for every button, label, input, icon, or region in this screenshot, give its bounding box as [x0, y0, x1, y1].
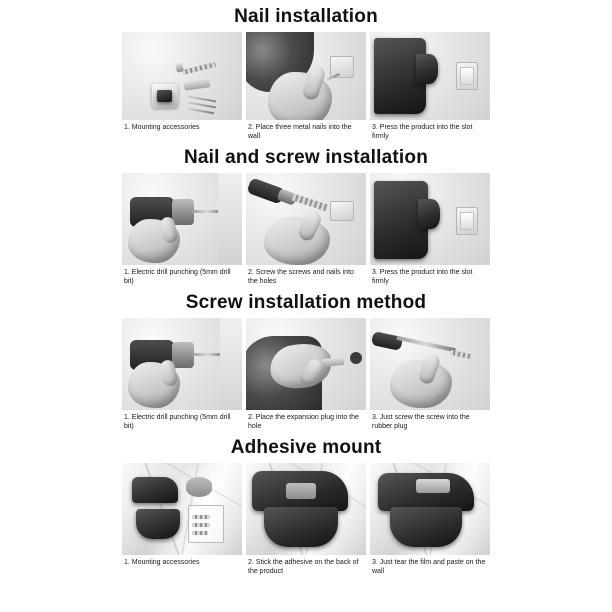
- step-row: [0, 463, 612, 580]
- step-photo-stick-adhesive: [246, 463, 366, 555]
- step-row: [0, 32, 612, 145]
- section-title: Nail installation: [234, 6, 378, 27]
- step-cell: [246, 173, 366, 290]
- section-title: Nail and screw installation: [183, 147, 429, 168]
- section-nail-installation: [0, 6, 612, 145]
- step-caption: 2. Screw the screws and nails into the holes: [248, 269, 354, 285]
- section-nail-and-screw-installation: [0, 147, 612, 290]
- step-caption: 2. Stick the adhesive on the back of the product: [248, 559, 359, 575]
- section-adhesive-mount: [0, 437, 612, 580]
- step-photo-press-product: [370, 32, 490, 120]
- step-caption: 1. Mounting accessories: [124, 559, 200, 566]
- step-cell: [370, 173, 490, 290]
- step-caption: 3. Press the product into the slot firmly: [372, 269, 473, 285]
- step-photo-mounting-accessories: [122, 32, 242, 120]
- step-cell: [246, 32, 366, 145]
- step-photo-nails-into-wall: [246, 32, 366, 120]
- step-caption: 3. Press the product into the slot firmly: [372, 124, 473, 140]
- step-caption: 3. Just screw the screw into the rubber plug: [372, 414, 470, 430]
- step-caption: 3. Just tear the film and paste on the wall: [372, 559, 486, 575]
- step-photo-adhesive-accessories: [122, 463, 242, 555]
- step-photo-electric-drill: [122, 318, 242, 410]
- step-cell: [370, 32, 490, 145]
- section-screw-installation-method: [0, 292, 612, 435]
- step-photo-screw-into-plug: [370, 318, 490, 410]
- step-photo-expansion-plug: [246, 318, 366, 410]
- step-cell: [122, 463, 242, 580]
- step-caption: 1. Mounting accessories: [124, 124, 200, 131]
- step-cell: [122, 318, 242, 435]
- step-caption: 2. Place the expansion plug into the hole: [248, 414, 359, 430]
- step-photo-tear-film: [370, 463, 490, 555]
- step-caption: 1. Electric drill punching (5mm drill bit): [124, 269, 231, 285]
- step-photo-screwdriver: [246, 173, 366, 265]
- step-photo-press-product: [370, 173, 490, 265]
- step-row: [0, 318, 612, 435]
- step-cell: [370, 318, 490, 435]
- step-cell: [122, 32, 242, 145]
- step-caption: 1. Electric drill punching (5mm drill bit): [124, 414, 231, 430]
- step-caption: 2. Place three metal nails into the wall: [248, 124, 352, 140]
- step-cell: [246, 463, 366, 580]
- section-title: Screw installation method: [185, 292, 427, 313]
- step-cell: [370, 463, 490, 580]
- step-photo-electric-drill: [122, 173, 242, 265]
- section-title: Adhesive mount: [230, 437, 382, 458]
- step-cell: [246, 318, 366, 435]
- step-row: [0, 173, 612, 290]
- step-cell: [122, 173, 242, 290]
